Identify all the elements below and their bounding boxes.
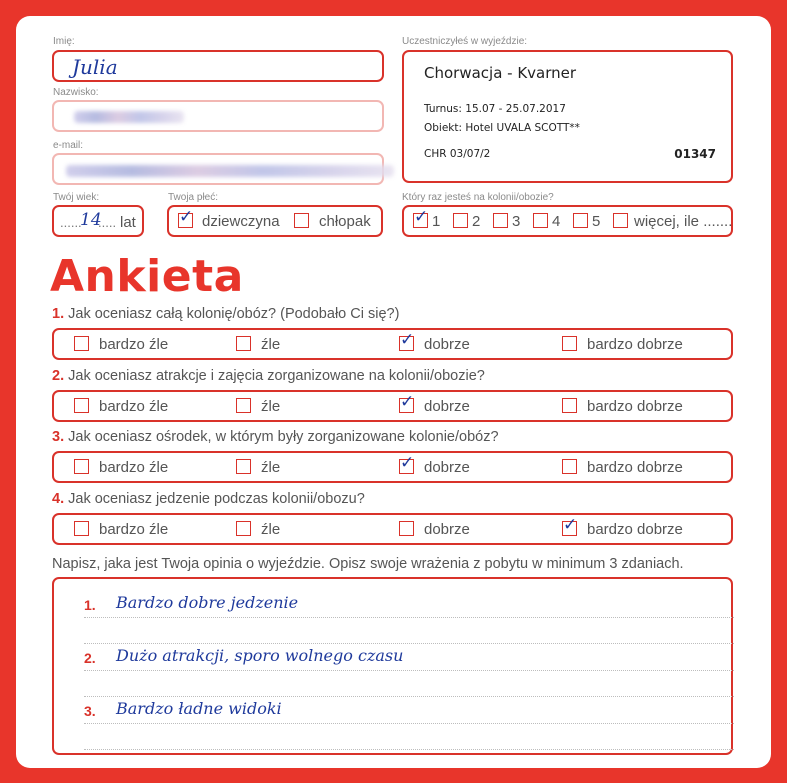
trip-card [402,50,733,183]
email-label: e-mail: [53,140,84,151]
dotted-line [84,670,734,671]
gender-male-checkbox[interactable] [294,213,309,228]
rating-option-label: bardzo dobrze [587,336,683,353]
checkmark-icon: ✓ [400,391,415,412]
rating-checkbox[interactable] [74,521,89,536]
rating-checkbox[interactable] [74,336,89,351]
age-value: 14 [80,210,102,230]
times-4-label: 4 [552,213,561,230]
question-number: 4. [52,490,65,507]
times-5-label: 5 [592,213,601,230]
times-1-checkbox[interactable] [413,207,429,228]
times-more-checkbox[interactable] [613,213,628,228]
checkmark-icon: ✓ [414,207,429,227]
question-2-text [52,368,485,384]
gender-female-label: dziewczyna [202,213,280,230]
opinion-box[interactable] [52,577,733,755]
times-2-label: 2 [472,213,481,230]
question-label: Jak oceniasz jedzenie podczas kolonii/obozu? [68,490,365,507]
rating-option-label: bardzo dobrze [587,397,683,415]
rating-checkbox[interactable] [74,459,89,474]
rating-checkbox[interactable] [236,521,251,536]
checkmark-icon: ✓ [400,330,415,350]
rating-option-label: dobrze [424,397,470,415]
rating-checkbox[interactable] [399,391,415,413]
question-1-options [52,328,733,360]
dotted-line [84,723,734,724]
question-4-text [52,491,365,507]
question-label: Jak oceniasz całą kolonię/obóz? (Podobało Ci się?) [68,306,400,322]
rating-option-label: źle [261,397,281,415]
rating-checkbox[interactable] [236,336,251,351]
opinion-prompt: Napisz, jaka jest Twoja opinia o wyjeździe. Opisz swoje wrażenia z pobytu w minimum 3 zdaniach. [52,556,684,572]
times-5-checkbox[interactable] [573,213,588,228]
rating-checkbox[interactable] [236,398,251,413]
rating-checkbox[interactable] [562,514,578,536]
age-field[interactable] [52,205,144,237]
times-label: Który raz jesteś na kolonii/obozie? [402,192,554,203]
name-label: Imię: [53,36,75,47]
rating-checkbox[interactable] [236,459,251,474]
question-label: Jak oceniasz ośrodek, w którym były zorganizowane kolonie/obóz? [68,429,499,445]
rating-option-label: źle [261,520,281,538]
rating-option-label: źle [261,459,281,476]
checkmark-icon: ✓ [179,207,194,227]
dotted-line [84,696,734,697]
name-value: Julia [72,55,118,79]
rating-option-label: bardzo źle [99,336,169,353]
surname-field[interactable] [52,100,384,132]
question-2-options [52,390,733,422]
rating-checkbox[interactable] [399,330,415,351]
gender-label: Twoja płeć: [168,192,219,203]
rating-checkbox[interactable] [562,398,577,413]
question-3-text [52,429,499,445]
trip-obiekt: Obiekt: Hotel UVALA SCOTT** [424,122,580,134]
question-1-text [52,306,399,322]
trip-label: Uczestniczyłeś w wyjeździe: [402,36,528,47]
rating-option-label: dobrze [424,336,470,353]
rating-option-label: bardzo źle [99,520,169,538]
question-number: 1. [52,306,65,322]
gender-female-checkbox[interactable] [178,207,194,228]
times-more-label: więcej, ile ....... [634,213,733,230]
rating-checkbox[interactable] [399,453,415,474]
opinion-text: Bardzo dobre jedzenie [116,593,299,612]
gender-male-label: chłopak [319,213,371,230]
gender-field [167,205,383,237]
question-3-options [52,451,733,483]
question-label: Jak oceniasz atrakcje i zajęcia zorganizowane na kolonii/obozie? [68,367,485,384]
rating-option-label: bardzo źle [99,459,169,476]
rating-option-label: źle [261,336,281,353]
rating-option-label: dobrze [424,520,470,538]
times-3-label: 3 [512,213,521,230]
opinion-number: 2. [84,650,96,666]
opinion-text: Bardzo ładne widoki [116,699,282,718]
rating-option-label: bardzo dobrze [587,459,683,476]
surname-label: Nazwisko: [53,87,99,98]
times-2-checkbox[interactable] [453,213,468,228]
age-dots-right: ..... [98,215,117,230]
question-number: 2. [52,367,65,384]
times-field [402,205,733,237]
times-1-label: 1 [432,213,441,230]
opinion-number: 3. [84,703,96,719]
rating-option-label: dobrze [424,459,470,476]
question-4-options [52,513,733,545]
times-3-checkbox[interactable] [493,213,508,228]
checkmark-icon: ✓ [563,514,578,535]
email-field[interactable] [52,153,384,185]
name-field[interactable] [52,50,384,82]
trip-title: Chorwacja - Kvarner [424,64,577,82]
rating-option-label: bardzo dobrze [587,520,683,538]
rating-option-label: bardzo źle [99,397,169,415]
rating-checkbox[interactable] [74,398,89,413]
age-unit: lat [120,214,136,231]
trip-turnus: Turnus: 15.07 - 25.07.2017 [424,103,566,115]
trip-code: CHR 03/07/2 [424,148,491,160]
opinion-text: Dużo atrakcji, sporo wolnego czasu [116,646,404,665]
rating-checkbox[interactable] [399,521,414,536]
question-number: 3. [52,429,65,445]
dotted-line [84,617,734,618]
rating-checkbox[interactable] [562,459,577,474]
redacted-surname [74,111,184,123]
age-label: Twój wiek: [53,192,100,203]
dotted-line [84,749,734,750]
trip-number: 01347 [674,147,716,161]
redacted-email [66,165,394,177]
rating-checkbox[interactable] [562,336,577,351]
survey-heading: Ankieta [50,251,244,302]
checkmark-icon: ✓ [400,453,415,473]
age-dots-left: ...... [60,215,82,230]
dotted-line [84,643,734,644]
survey-sheet [16,16,771,768]
opinion-number: 1. [84,597,96,613]
times-4-checkbox[interactable] [533,213,548,228]
